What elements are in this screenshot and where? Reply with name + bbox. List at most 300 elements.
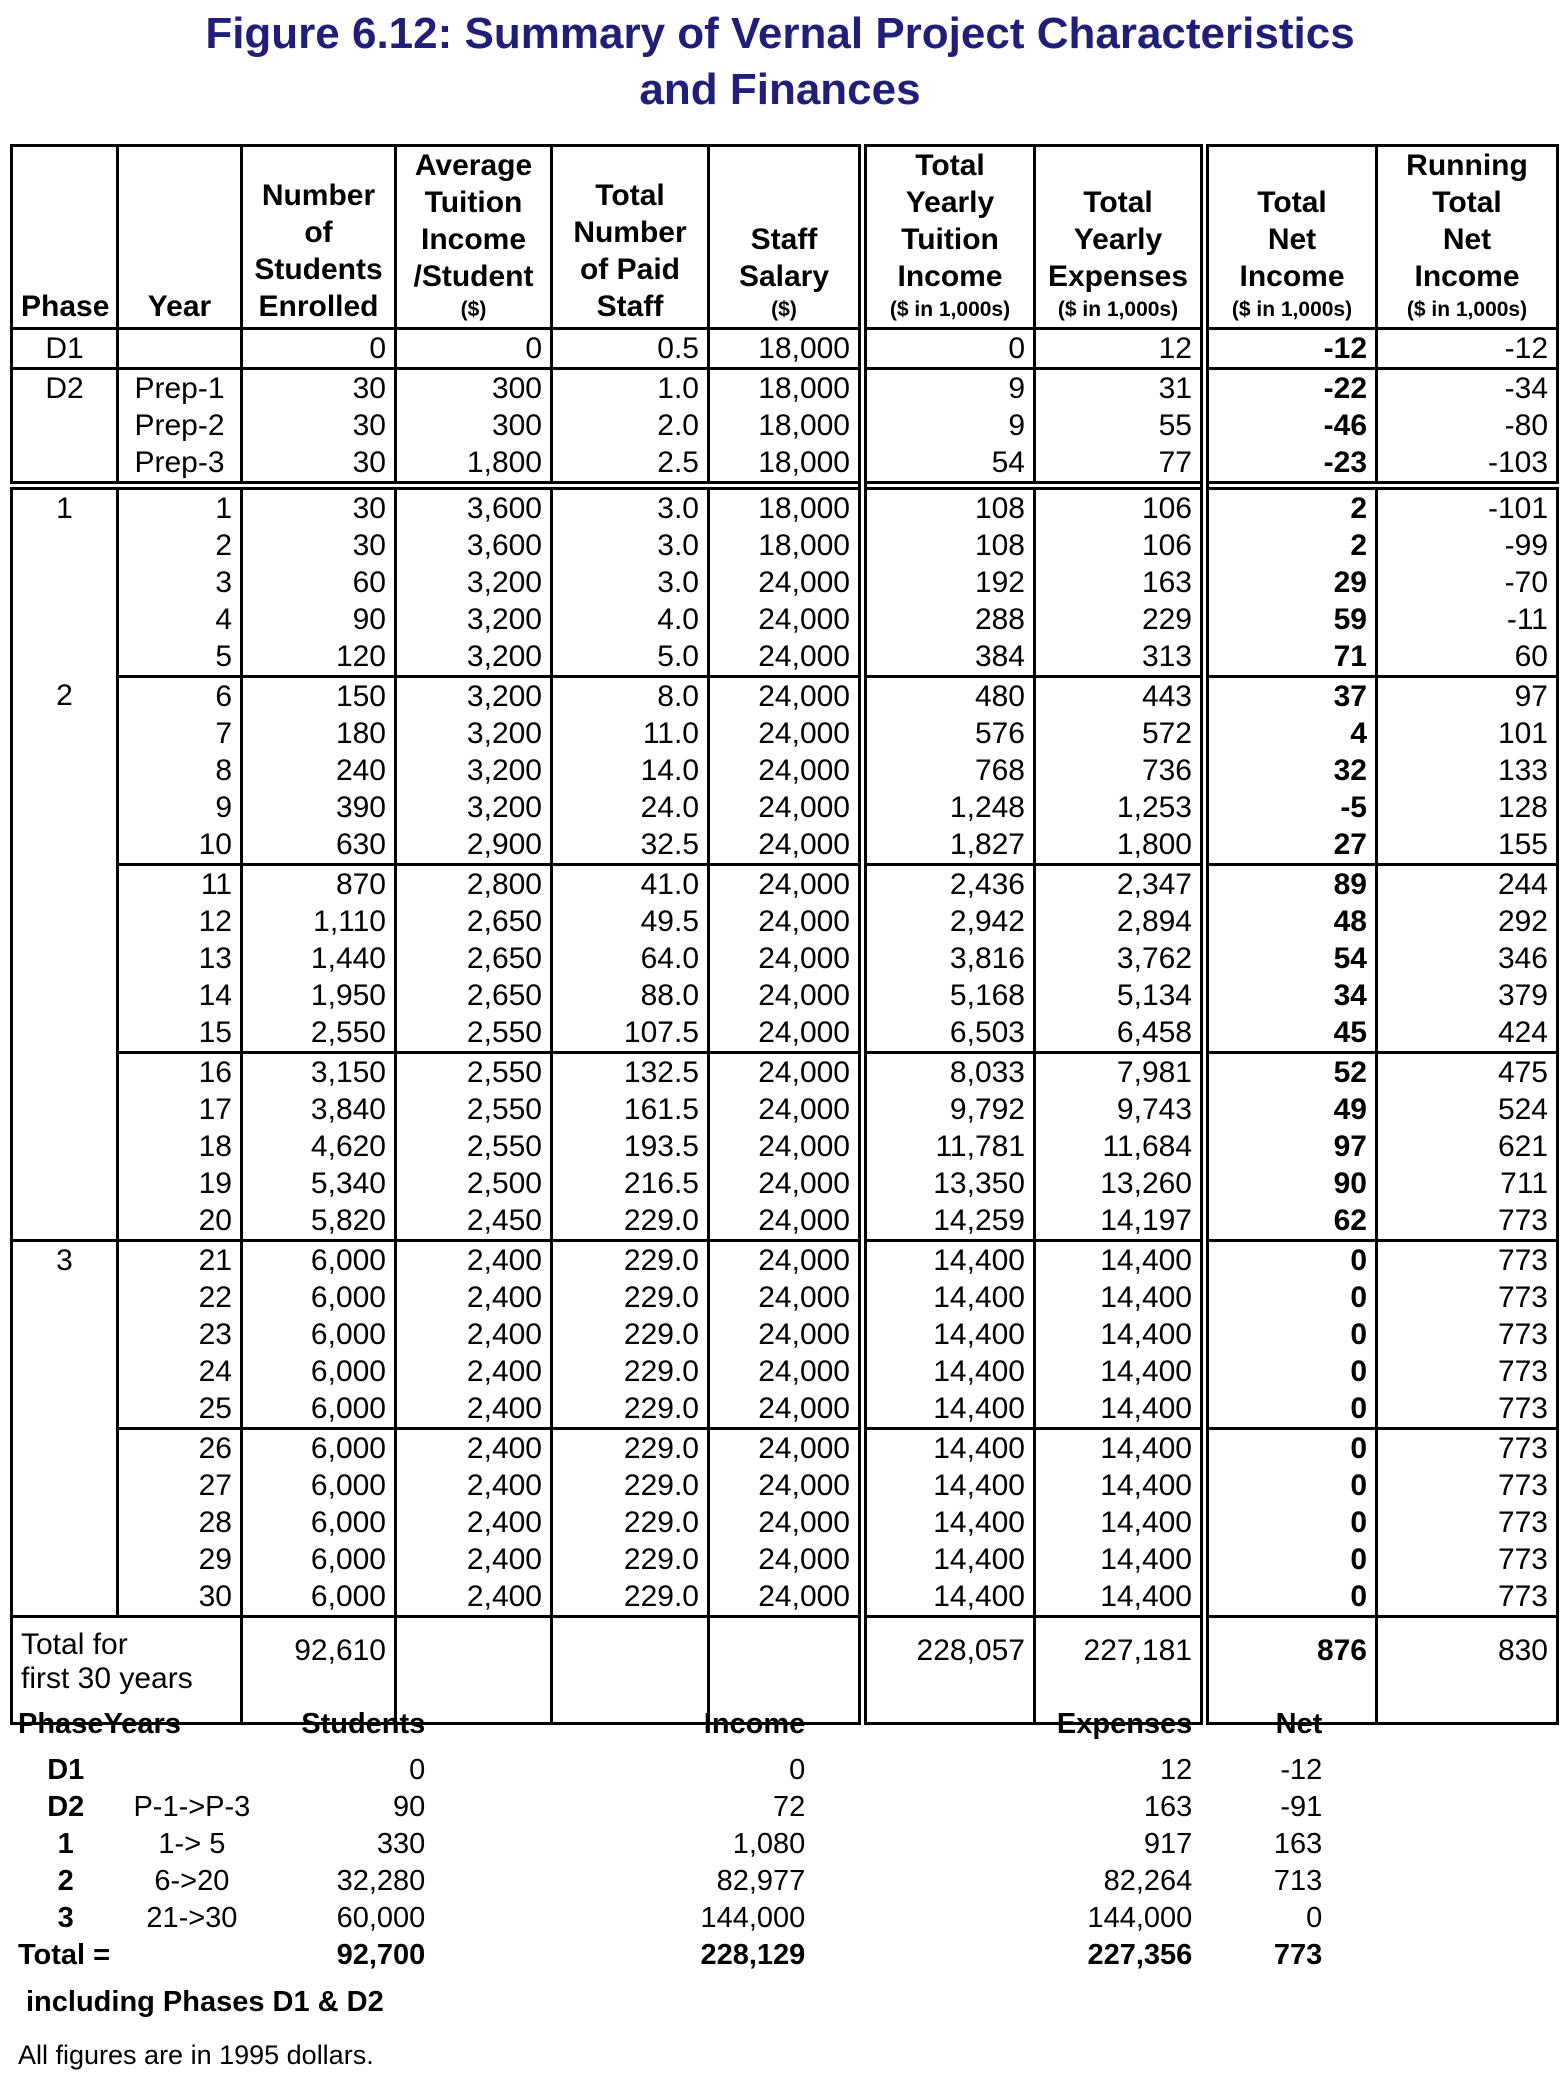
cell-tuition: 300 xyxy=(396,369,552,408)
figure-title-line-1: Figure 6.12: Summary of Vernal Project Characteristics xyxy=(205,9,1355,58)
summary-expenses: 917 xyxy=(1143,1828,1193,1860)
cell-salary: 24,000 xyxy=(709,826,863,865)
cell-net: 0 xyxy=(1205,1541,1377,1578)
cell-tuition: 3,200 xyxy=(396,564,552,601)
summary-phase: D2 xyxy=(47,1791,85,1823)
cell-students: 30 xyxy=(242,444,396,486)
cell-net: 29 xyxy=(1205,564,1377,601)
cell-students: 30 xyxy=(242,486,396,528)
cell-expenses: 14,400 xyxy=(1035,1353,1205,1390)
column-header-unit: ($) xyxy=(460,298,487,321)
cell-running: -103 xyxy=(1377,444,1558,486)
cell-net: -46 xyxy=(1205,407,1377,444)
cell-running: 346 xyxy=(1377,940,1558,977)
cell-year xyxy=(118,329,242,369)
cell-running: 773 xyxy=(1377,1390,1558,1429)
cell-tuition: 2,900 xyxy=(396,826,552,865)
cell-staff: 229.0 xyxy=(552,1353,709,1390)
cell-net: 2 xyxy=(1205,486,1377,528)
cell-net: 0 xyxy=(1205,1578,1377,1617)
table-row xyxy=(12,1202,1558,1241)
cell-tuition: 2,400 xyxy=(396,1390,552,1429)
cell-income: 1,248 xyxy=(863,789,1035,826)
cell-salary: 24,000 xyxy=(709,1316,863,1353)
column-header-unit: ($ in 1,000s) xyxy=(1231,298,1353,321)
cell-salary: 24,000 xyxy=(709,1014,863,1053)
cell-tuition: 2,650 xyxy=(396,977,552,1014)
cell-expenses: 14,400 xyxy=(1035,1467,1205,1504)
cell-year: Prep-1 xyxy=(118,369,242,408)
column-header-line: Total xyxy=(1432,186,1502,219)
cell-year: 7 xyxy=(118,715,242,752)
cell-staff: 64.0 xyxy=(552,940,709,977)
cell-salary: 24,000 xyxy=(709,940,863,977)
cell-net: 2 xyxy=(1205,527,1377,564)
cell-salary: 18,000 xyxy=(709,329,863,369)
cell-running: 773 xyxy=(1377,1241,1558,1280)
cell-net: -5 xyxy=(1205,789,1377,826)
summary-header-income: Income xyxy=(703,1707,806,1740)
table-row xyxy=(12,369,1558,408)
summary-net: 713 xyxy=(1273,1865,1323,1897)
cell-tuition: 3,600 xyxy=(396,486,552,528)
cell-students: 4,620 xyxy=(242,1128,396,1165)
cell-staff: 161.5 xyxy=(552,1091,709,1128)
cell-tuition: 0 xyxy=(396,329,552,369)
table-row xyxy=(12,1053,1558,1092)
cell-salary: 24,000 xyxy=(709,1241,863,1280)
cell-income: 54 xyxy=(863,444,1035,486)
column-header-line: Number xyxy=(573,216,687,249)
summary-income: 82,977 xyxy=(716,1865,806,1897)
summary-income: 1,080 xyxy=(732,1828,806,1860)
cell-running: -34 xyxy=(1377,369,1558,408)
summary-header-row xyxy=(18,1704,1452,1744)
summary-total-expenses: 227,356 xyxy=(1087,1939,1193,1971)
cell-year: 5 xyxy=(118,638,242,677)
cell-running: -80 xyxy=(1377,407,1558,444)
summary-years: 1-> 5 xyxy=(158,1828,226,1860)
summary-header-years: Years xyxy=(103,1707,181,1740)
cell-tuition: 2,550 xyxy=(396,1128,552,1165)
cell-phase xyxy=(12,1165,118,1202)
column-header-line: Year xyxy=(147,290,212,323)
cell-year: Prep-2 xyxy=(118,407,242,444)
cell-income: 8,033 xyxy=(863,1053,1035,1092)
cell-running: 133 xyxy=(1377,752,1558,789)
cell-staff: 229.0 xyxy=(552,1429,709,1468)
cell-phase: 3 xyxy=(12,1241,118,1280)
cell-phase xyxy=(12,1316,118,1353)
cell-year: 22 xyxy=(118,1279,242,1316)
cell-phase xyxy=(12,903,118,940)
cell-expenses: 106 xyxy=(1035,527,1205,564)
cell-net: 49 xyxy=(1205,1091,1377,1128)
summary-net: -91 xyxy=(1280,1791,1323,1823)
total-expenses: 227,181 xyxy=(1035,1617,1205,1724)
cell-running: 155 xyxy=(1377,826,1558,865)
column-header xyxy=(1205,146,1377,329)
column-header-line: Phase xyxy=(21,290,110,323)
cell-staff: 216.5 xyxy=(552,1165,709,1202)
column-header xyxy=(1035,146,1205,329)
cell-salary: 18,000 xyxy=(709,369,863,408)
table-row xyxy=(12,1541,1558,1578)
table-row xyxy=(12,1128,1558,1165)
cell-salary: 24,000 xyxy=(709,677,863,716)
column-header xyxy=(118,146,242,329)
cell-year: 13 xyxy=(118,940,242,977)
cell-expenses: 1,253 xyxy=(1035,789,1205,826)
cell-staff: 229.0 xyxy=(552,1467,709,1504)
cell-income: 14,259 xyxy=(863,1202,1035,1241)
summary-years: 6->20 xyxy=(154,1865,230,1897)
table-row xyxy=(12,1429,1558,1468)
cell-expenses: 229 xyxy=(1035,601,1205,638)
cell-income: 9,792 xyxy=(863,1091,1035,1128)
column-header-line: Total xyxy=(915,149,985,182)
cell-expenses: 7,981 xyxy=(1035,1053,1205,1092)
cell-income: 0 xyxy=(863,329,1035,369)
column-header xyxy=(863,146,1035,329)
cell-income: 14,400 xyxy=(863,1241,1035,1280)
cell-tuition: 3,200 xyxy=(396,789,552,826)
cell-tuition: 3,200 xyxy=(396,677,552,716)
cell-net: 0 xyxy=(1205,1504,1377,1541)
cell-running: 773 xyxy=(1377,1504,1558,1541)
column-header-line: of Paid xyxy=(579,253,680,286)
cell-tuition: 2,400 xyxy=(396,1316,552,1353)
summary-total-note: including Phases D1 & D2 xyxy=(26,1986,384,2018)
cell-year: 26 xyxy=(118,1429,242,1468)
cell-running: 128 xyxy=(1377,789,1558,826)
cell-salary: 18,000 xyxy=(709,486,863,528)
cell-expenses: 13,260 xyxy=(1035,1165,1205,1202)
column-header-line: Net xyxy=(1442,223,1492,256)
cell-income: 14,400 xyxy=(863,1467,1035,1504)
cell-tuition: 2,400 xyxy=(396,1279,552,1316)
cell-income: 1,827 xyxy=(863,826,1035,865)
cell-net: 52 xyxy=(1205,1053,1377,1092)
cell-students: 150 xyxy=(242,677,396,716)
table-row xyxy=(12,601,1558,638)
cell-expenses: 313 xyxy=(1035,638,1205,677)
cell-phase xyxy=(12,977,118,1014)
cell-year: 12 xyxy=(118,903,242,940)
cell-phase xyxy=(12,1390,118,1429)
column-header-line: Yearly xyxy=(905,186,995,219)
column-header xyxy=(396,146,552,329)
cell-students: 6,000 xyxy=(242,1429,396,1468)
table-row xyxy=(12,1353,1558,1390)
cell-staff: 4.0 xyxy=(552,601,709,638)
cell-year: 6 xyxy=(118,677,242,716)
cell-net: 0 xyxy=(1205,1353,1377,1390)
cell-phase xyxy=(12,564,118,601)
column-header-line: Students xyxy=(254,253,383,286)
cell-running: 773 xyxy=(1377,1429,1558,1468)
cell-students: 6,000 xyxy=(242,1504,396,1541)
summary-net: 0 xyxy=(1306,1902,1323,1934)
summary-income: 72 xyxy=(773,1791,806,1823)
table-row xyxy=(12,1316,1558,1353)
column-header-line: of xyxy=(304,216,333,249)
cell-students: 6,000 xyxy=(242,1390,396,1429)
cell-income: 14,400 xyxy=(863,1390,1035,1429)
cell-staff: 8.0 xyxy=(552,677,709,716)
column-header-line: Salary xyxy=(738,260,830,293)
table-row xyxy=(12,865,1558,904)
cell-students: 1,950 xyxy=(242,977,396,1014)
cell-tuition: 2,400 xyxy=(396,1241,552,1280)
summary-expenses: 163 xyxy=(1143,1791,1193,1823)
summary-row xyxy=(18,1900,1452,1937)
cell-tuition: 300 xyxy=(396,407,552,444)
cell-phase xyxy=(12,601,118,638)
column-header-unit: ($) xyxy=(771,298,797,321)
cell-salary: 18,000 xyxy=(709,527,863,564)
cell-net: 97 xyxy=(1205,1128,1377,1165)
cell-year: 30 xyxy=(118,1578,242,1617)
cell-salary: 24,000 xyxy=(709,1165,863,1202)
cell-running: 773 xyxy=(1377,1467,1558,1504)
cell-year: 10 xyxy=(118,826,242,865)
cell-phase xyxy=(12,1504,118,1541)
cell-students: 6,000 xyxy=(242,1279,396,1316)
cell-staff: 229.0 xyxy=(552,1504,709,1541)
cell-income: 288 xyxy=(863,601,1035,638)
cell-net: 37 xyxy=(1205,677,1377,716)
cell-phase xyxy=(12,1091,118,1128)
column-header-line: Income xyxy=(897,260,1003,293)
cell-staff: 5.0 xyxy=(552,638,709,677)
cell-salary: 24,000 xyxy=(709,638,863,677)
table-row xyxy=(12,1467,1558,1504)
cell-expenses: 14,400 xyxy=(1035,1279,1205,1316)
cell-students: 3,840 xyxy=(242,1091,396,1128)
table-row xyxy=(12,752,1558,789)
table-row xyxy=(12,789,1558,826)
cell-tuition: 3,200 xyxy=(396,601,552,638)
table-row xyxy=(12,715,1558,752)
summary-phase: 2 xyxy=(57,1865,74,1897)
cell-net: 45 xyxy=(1205,1014,1377,1053)
column-header xyxy=(242,146,396,329)
cell-phase xyxy=(12,1128,118,1165)
cell-phase xyxy=(12,826,118,865)
cell-year: 8 xyxy=(118,752,242,789)
cell-income: 108 xyxy=(863,486,1035,528)
cell-net: 59 xyxy=(1205,601,1377,638)
spacer-cell xyxy=(18,1744,103,1752)
table-row xyxy=(12,677,1558,716)
cell-tuition: 2,450 xyxy=(396,1202,552,1241)
column-header-line: Total xyxy=(1083,186,1153,219)
summary-phase: 1 xyxy=(57,1828,74,1860)
cell-income: 6,503 xyxy=(863,1014,1035,1053)
cell-expenses: 572 xyxy=(1035,715,1205,752)
cell-running: 244 xyxy=(1377,865,1558,904)
cell-students: 90 xyxy=(242,601,396,638)
cell-year: 2 xyxy=(118,527,242,564)
cell-tuition: 2,400 xyxy=(396,1541,552,1578)
cell-staff: 41.0 xyxy=(552,865,709,904)
cell-salary: 24,000 xyxy=(709,1279,863,1316)
cell-running: -101 xyxy=(1377,486,1558,528)
cell-staff: 193.5 xyxy=(552,1128,709,1165)
column-header-line: Expenses xyxy=(1047,260,1189,293)
cell-net: 32 xyxy=(1205,752,1377,789)
summary-income: 144,000 xyxy=(700,1902,806,1934)
cell-year: 3 xyxy=(118,564,242,601)
cell-tuition: 2,400 xyxy=(396,1353,552,1390)
cell-running: 60 xyxy=(1377,638,1558,677)
column-header xyxy=(1377,146,1558,329)
cell-expenses: 11,684 xyxy=(1035,1128,1205,1165)
column-header xyxy=(12,146,118,329)
cell-phase xyxy=(12,407,118,444)
column-header-line: Total xyxy=(1257,186,1327,219)
cell-net: 89 xyxy=(1205,865,1377,904)
summary-years: P-1->P-3 xyxy=(133,1791,251,1823)
table-row xyxy=(12,903,1558,940)
summary-header-phase: Phase xyxy=(18,1707,104,1740)
cell-expenses: 14,400 xyxy=(1035,1541,1205,1578)
summary-income: 0 xyxy=(789,1754,806,1786)
cell-year: 27 xyxy=(118,1467,242,1504)
cell-running: 424 xyxy=(1377,1014,1558,1053)
column-header-line: Income xyxy=(420,223,527,256)
column-header-unit: ($ in 1,000s) xyxy=(1406,298,1528,321)
cell-tuition: 3,200 xyxy=(396,638,552,677)
cell-income: 480 xyxy=(863,677,1035,716)
cell-net: 0 xyxy=(1205,1241,1377,1280)
table-header-row xyxy=(12,146,1558,329)
column-header-unit: ($ in 1,000s) xyxy=(1057,298,1179,321)
cell-phase xyxy=(12,940,118,977)
cell-year: 24 xyxy=(118,1353,242,1390)
cell-income: 14,400 xyxy=(863,1504,1035,1541)
total-running: 830 xyxy=(1377,1617,1558,1724)
cell-staff: 2.0 xyxy=(552,407,709,444)
cell-tuition: 2,650 xyxy=(396,940,552,977)
table-row xyxy=(12,1279,1558,1316)
figure-title-line-2: and Finances xyxy=(639,65,921,114)
cell-running: -70 xyxy=(1377,564,1558,601)
column-header xyxy=(709,146,863,329)
cell-salary: 18,000 xyxy=(709,444,863,486)
cell-expenses: 12 xyxy=(1035,329,1205,369)
cell-students: 0 xyxy=(242,329,396,369)
column-header-unit: ($ in 1,000s) xyxy=(889,298,1011,321)
cell-net: 48 xyxy=(1205,903,1377,940)
cell-running: 524 xyxy=(1377,1091,1558,1128)
cell-year: 23 xyxy=(118,1316,242,1353)
cell-expenses: 443 xyxy=(1035,677,1205,716)
project-characteristics-table xyxy=(10,144,1559,1725)
cell-tuition: 2,800 xyxy=(396,865,552,904)
cell-income: 14,400 xyxy=(863,1429,1035,1468)
cell-year: 28 xyxy=(118,1504,242,1541)
cell-salary: 24,000 xyxy=(709,752,863,789)
summary-phase: 3 xyxy=(57,1902,74,1934)
column-header-line: Tuition xyxy=(424,186,523,219)
cell-tuition: 3,600 xyxy=(396,527,552,564)
cell-year: 9 xyxy=(118,789,242,826)
cell-year: 15 xyxy=(118,1014,242,1053)
cell-income: 14,400 xyxy=(863,1353,1035,1390)
cell-tuition: 2,550 xyxy=(396,1091,552,1128)
cell-year: 4 xyxy=(118,601,242,638)
summary-header-net: Net xyxy=(1275,1707,1323,1740)
cell-students: 390 xyxy=(242,789,396,826)
cell-running: 97 xyxy=(1377,677,1558,716)
table-row xyxy=(12,564,1558,601)
cell-income: 14,400 xyxy=(863,1578,1035,1617)
cell-students: 240 xyxy=(242,752,396,789)
cell-year: 21 xyxy=(118,1241,242,1280)
cell-expenses: 14,400 xyxy=(1035,1316,1205,1353)
cell-net: 62 xyxy=(1205,1202,1377,1241)
total-net: 876 xyxy=(1205,1617,1377,1724)
cell-net: 0 xyxy=(1205,1316,1377,1353)
cell-students: 60 xyxy=(242,564,396,601)
cell-year: 14 xyxy=(118,977,242,1014)
column-header-line: Net xyxy=(1267,223,1317,256)
cell-salary: 24,000 xyxy=(709,1053,863,1092)
cell-running: 773 xyxy=(1377,1279,1558,1316)
cell-salary: 24,000 xyxy=(709,865,863,904)
cell-staff: 229.0 xyxy=(552,1390,709,1429)
cell-students: 2,550 xyxy=(242,1014,396,1053)
cell-net: 27 xyxy=(1205,826,1377,865)
cell-income: 11,781 xyxy=(863,1128,1035,1165)
cell-year: 17 xyxy=(118,1091,242,1128)
table-row xyxy=(12,977,1558,1014)
summary-students: 60,000 xyxy=(336,1902,426,1934)
cell-running: -11 xyxy=(1377,601,1558,638)
summary-years xyxy=(103,1752,250,1789)
cell-expenses: 14,197 xyxy=(1035,1202,1205,1241)
cell-students: 120 xyxy=(242,638,396,677)
cell-expenses: 14,400 xyxy=(1035,1390,1205,1429)
cell-net: -22 xyxy=(1205,369,1377,408)
cell-net: 71 xyxy=(1205,638,1377,677)
cell-year: 25 xyxy=(118,1390,242,1429)
cell-income: 14,400 xyxy=(863,1316,1035,1353)
cell-phase xyxy=(12,1202,118,1241)
cell-phase xyxy=(12,1467,118,1504)
table-row xyxy=(12,826,1558,865)
summary-total-label: Total = xyxy=(18,1939,111,1971)
cell-income: 5,168 xyxy=(863,977,1035,1014)
total-label-line-2: first 30 years xyxy=(21,1662,193,1695)
cell-year: 20 xyxy=(118,1202,242,1241)
cell-phase: D2 xyxy=(12,369,118,408)
cell-expenses: 31 xyxy=(1035,369,1205,408)
summary-students: 32,280 xyxy=(336,1865,426,1897)
cell-net: 0 xyxy=(1205,1279,1377,1316)
cell-expenses: 163 xyxy=(1035,564,1205,601)
cell-expenses: 106 xyxy=(1035,486,1205,528)
cell-students: 5,820 xyxy=(242,1202,396,1241)
cell-tuition: 2,400 xyxy=(396,1467,552,1504)
cell-staff: 88.0 xyxy=(552,977,709,1014)
cell-year: 18 xyxy=(118,1128,242,1165)
table-row xyxy=(12,1578,1558,1617)
cell-expenses: 55 xyxy=(1035,407,1205,444)
cell-expenses: 14,400 xyxy=(1035,1578,1205,1617)
